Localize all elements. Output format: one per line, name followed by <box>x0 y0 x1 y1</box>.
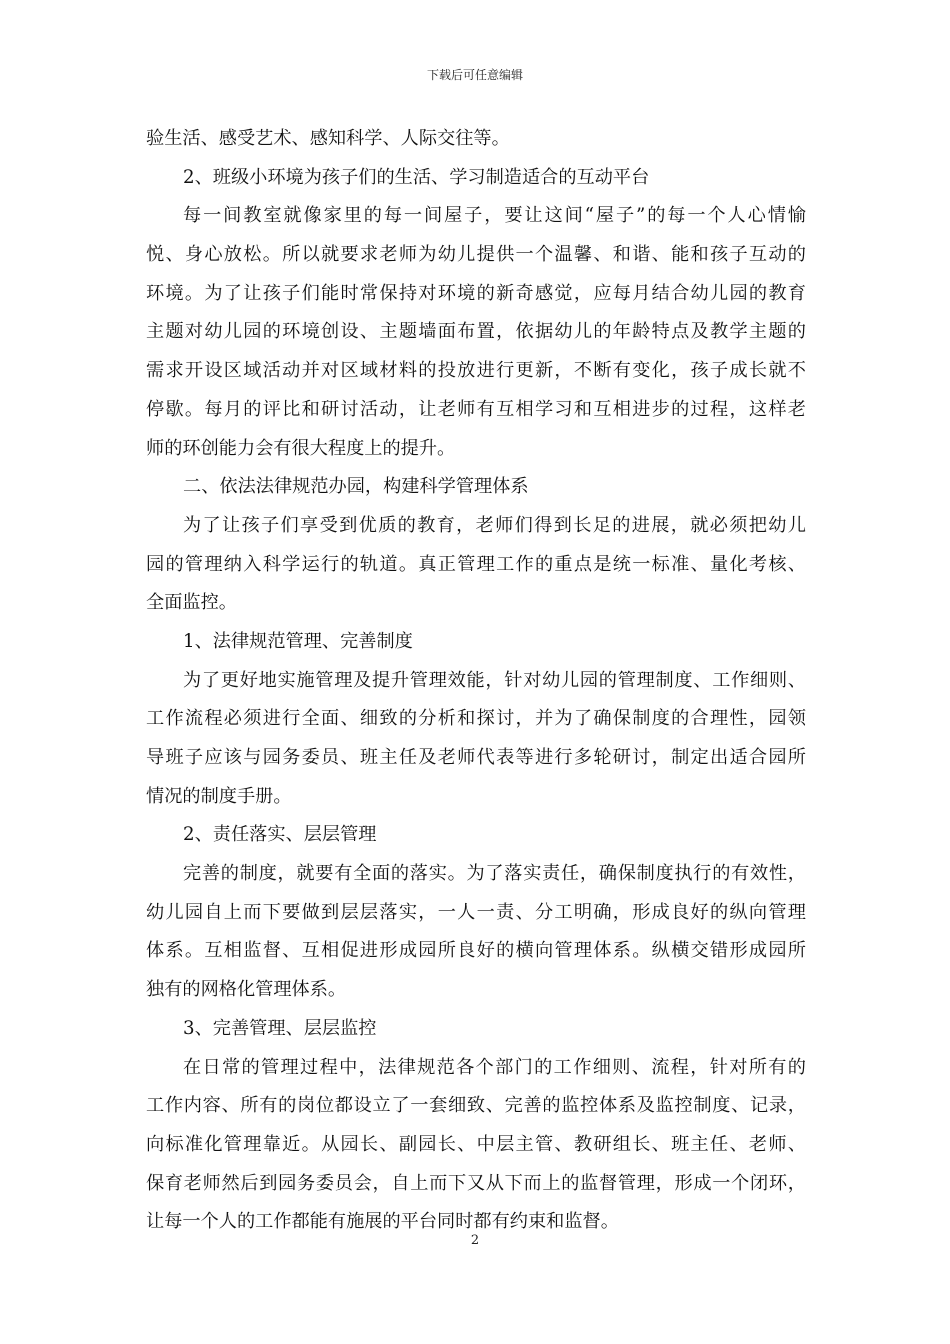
text-line: 悦、身心放松。所以就要求老师为幼儿提供一个温馨、和谐、能和孩子互动的 <box>146 244 806 266</box>
text-line: 师的环创能力会有很大程度上的提升。 <box>146 437 456 459</box>
text-line: 完善的制度，就要有全面的落实。为了落实责任，确保制度执行的有效性， <box>183 863 806 885</box>
text-line: 环境。为了让孩子们能时常保持对环境的新奇感觉，应每月结合幼儿园的教育 <box>146 282 806 304</box>
text-line: 验生活、感受艺术、感知科学、人际交往等。 <box>146 128 510 149</box>
text-line: 为了更好地实施管理及提升管理效能，针对幼儿园的管理制度、工作细则、 <box>183 669 806 691</box>
text-line: 1、法律规范管理、完善制度 <box>183 630 413 652</box>
text-line: 每一间教室就像家里的每一间屋子，要让这间“屋子”的每一个人心情愉 <box>183 205 806 227</box>
page-header: 下载后可任意编辑 <box>426 68 523 82</box>
text-line: 让每一个人的工作都能有施展的平台同时都有约束和监督。 <box>146 1211 619 1233</box>
text-line: 需求开设区域活动并对区域材料的投放进行更新，不断有变化，孩子成长就不 <box>146 360 806 382</box>
text-line: 3、完善管理、层层监控 <box>183 1017 377 1039</box>
text-line: 独有的网格化管理体系。 <box>146 979 347 1001</box>
text-line: 工作流程必须进行全面、细致的分析和探讨，并为了确保制度的合理性，园领 <box>146 708 806 730</box>
text-line: 停歇。每月的评比和研讨活动，让老师有互相学习和互相进步的过程，这样老 <box>146 398 806 420</box>
text-line: 园的管理纳入科学运行的轨道。真正管理工作的重点是统一标准、量化考核、 <box>146 553 806 575</box>
text-line: 为了让孩子们享受到优质的教育，老师们得到长足的进展，就必须把幼儿 <box>183 514 806 536</box>
text-line: 情况的制度手册。 <box>146 785 292 807</box>
document-body <box>146 120 806 1242</box>
text-line: 导班子应该与园务委员、班主任及老师代表等进行多轮研讨，制定出适合园所 <box>146 747 806 768</box>
text-line: 2、责任落实、层层管理 <box>183 824 377 846</box>
text-line: 全面监控。 <box>146 592 237 614</box>
page-number: 2 <box>470 1233 480 1248</box>
text-line: 在日常的管理过程中，法律规范各个部门的工作细则、流程，针对所有的 <box>183 1056 806 1078</box>
text-line: 工作内容、所有的岗位都设立了一套细致、完善的监控体系及监控制度、记录， <box>146 1095 806 1117</box>
text-line: 向标准化管理靠近。从园长、副园长、中层主管、教研组长、班主任、老师、 <box>146 1133 806 1155</box>
text-line: 保育老师然后到园务委员会，自上而下又从下而上的监督管理，形成一个闭环， <box>146 1172 806 1194</box>
text-line: 2、班级小环境为孩子们的生活、学习制造适合的互动平台 <box>183 166 650 188</box>
text-line: 主题对幼儿园的环境创设、主题墙面布置，依据幼儿的年龄特点及教学主题的 <box>146 321 806 343</box>
text-line: 体系。互相监督、互相促进形成园所良好的横向管理体系。纵横交错形成园所 <box>146 940 806 962</box>
text-line: 二、依法法律规范办园，构建科学管理体系 <box>183 476 529 498</box>
text-line: 幼儿园自上而下要做到层层落实，一人一责、分工明确，形成良好的纵向管理 <box>146 901 806 923</box>
